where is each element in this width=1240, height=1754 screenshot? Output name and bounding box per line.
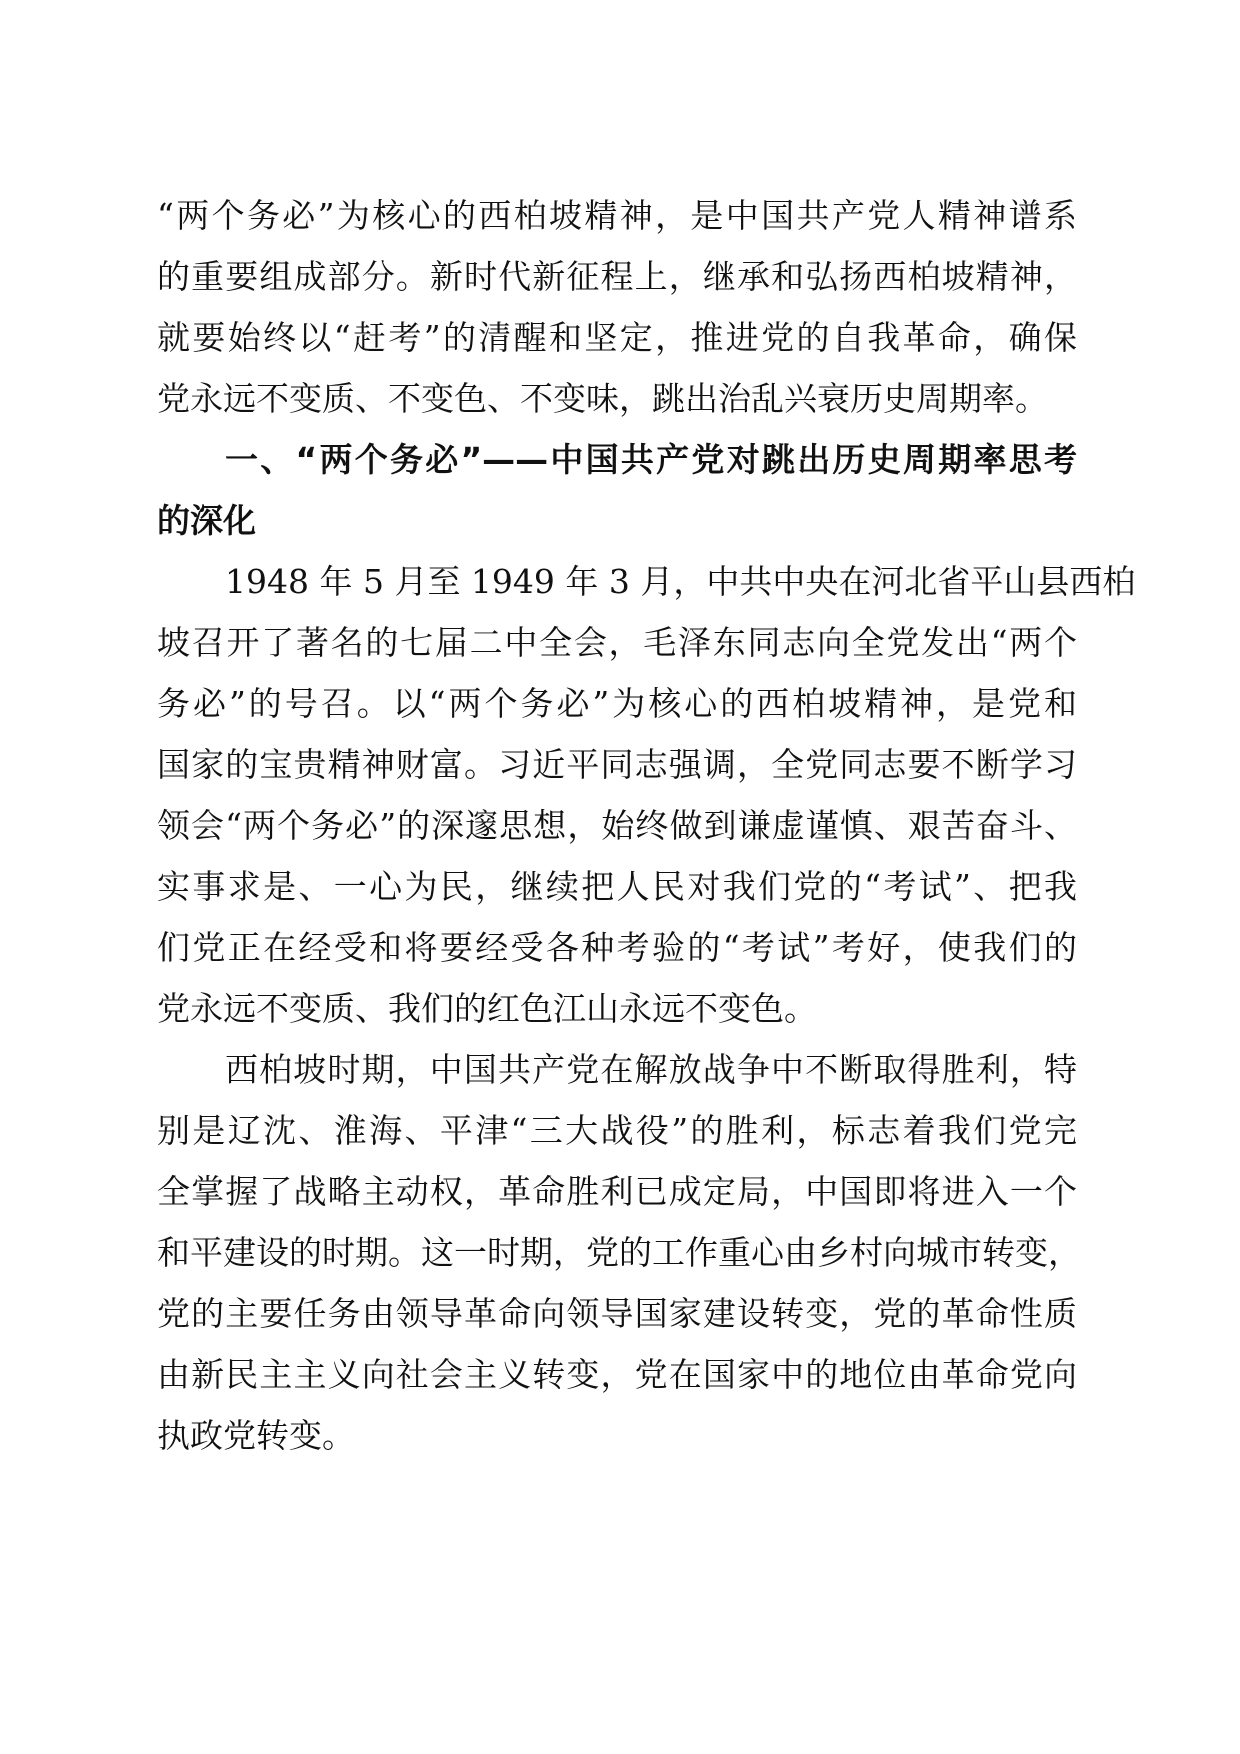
paragraph-xibaipo-period bbox=[157, 1039, 1081, 1466]
text-line: 实事求是、一心为民，继续把人民对我们党的“考试”、把我 bbox=[157, 867, 1077, 906]
text-line: 领会“两个务必”的深邃思想，始终做到谦虚谨慎、艰苦奋斗、 bbox=[157, 806, 1077, 845]
text-line: 党永远不变质、我们的红色江山永远不变色。 bbox=[157, 989, 817, 1028]
text-line: 们党正在经受和将要经受各种考验的“考试”考好，使我们的 bbox=[157, 928, 1077, 967]
heading-line: 的深化 bbox=[157, 501, 256, 540]
text-line: 1948 年 5 月至 1949 年 3 月，中共中央在河北省平山县西柏 bbox=[225, 562, 1136, 601]
document-body bbox=[157, 185, 1136, 1466]
text-line: 执政党转变。 bbox=[157, 1416, 355, 1455]
text-line: 全掌握了战略主动权，革命胜利已成定局，中国即将进入一个 bbox=[157, 1172, 1077, 1211]
text-line: 和平建设的时期。这一时期，党的工作重心由乡村向城市转变， bbox=[157, 1233, 1081, 1272]
heading-line: 一、“两个务必”——中国共产党对跳出历史周期率思考 bbox=[225, 440, 1077, 479]
text-line: 的重要组成部分。新时代新征程上，继承和弘扬西柏坡精神， bbox=[157, 257, 1077, 296]
text-line: 党永远不变质、不变色、不变味，跳出治乱兴衰历史周期率。 bbox=[157, 379, 1048, 418]
text-line: 就要始终以“赶考”的清醒和坚定，推进党的自我革命，确保 bbox=[157, 318, 1077, 357]
text-line: 务必”的号召。以“两个务必”为核心的西柏坡精神，是党和 bbox=[157, 684, 1077, 723]
paragraph-history bbox=[157, 551, 1136, 1039]
section-heading bbox=[157, 429, 1077, 551]
text-line: 国家的宝贵精神财富。习近平同志强调，全党同志要不断学习 bbox=[157, 745, 1077, 784]
paragraph-intro bbox=[157, 185, 1077, 429]
text-line: “两个务必”为核心的西柏坡精神，是中国共产党人精神谱系 bbox=[157, 196, 1077, 235]
text-line: 由新民主主义向社会主义转变，党在国家中的地位由革命党向 bbox=[157, 1355, 1077, 1394]
text-line: 党的主要任务由领导革命向领导国家建设转变，党的革命性质 bbox=[157, 1294, 1077, 1333]
text-line: 别是辽沈、淮海、平津“三大战役”的胜利，标志着我们党完 bbox=[157, 1111, 1077, 1150]
text-line: 坡召开了著名的七届二中全会，毛泽东同志向全党发出“两个 bbox=[157, 623, 1077, 662]
text-line: 西柏坡时期，中国共产党在解放战争中不断取得胜利，特 bbox=[225, 1050, 1077, 1089]
